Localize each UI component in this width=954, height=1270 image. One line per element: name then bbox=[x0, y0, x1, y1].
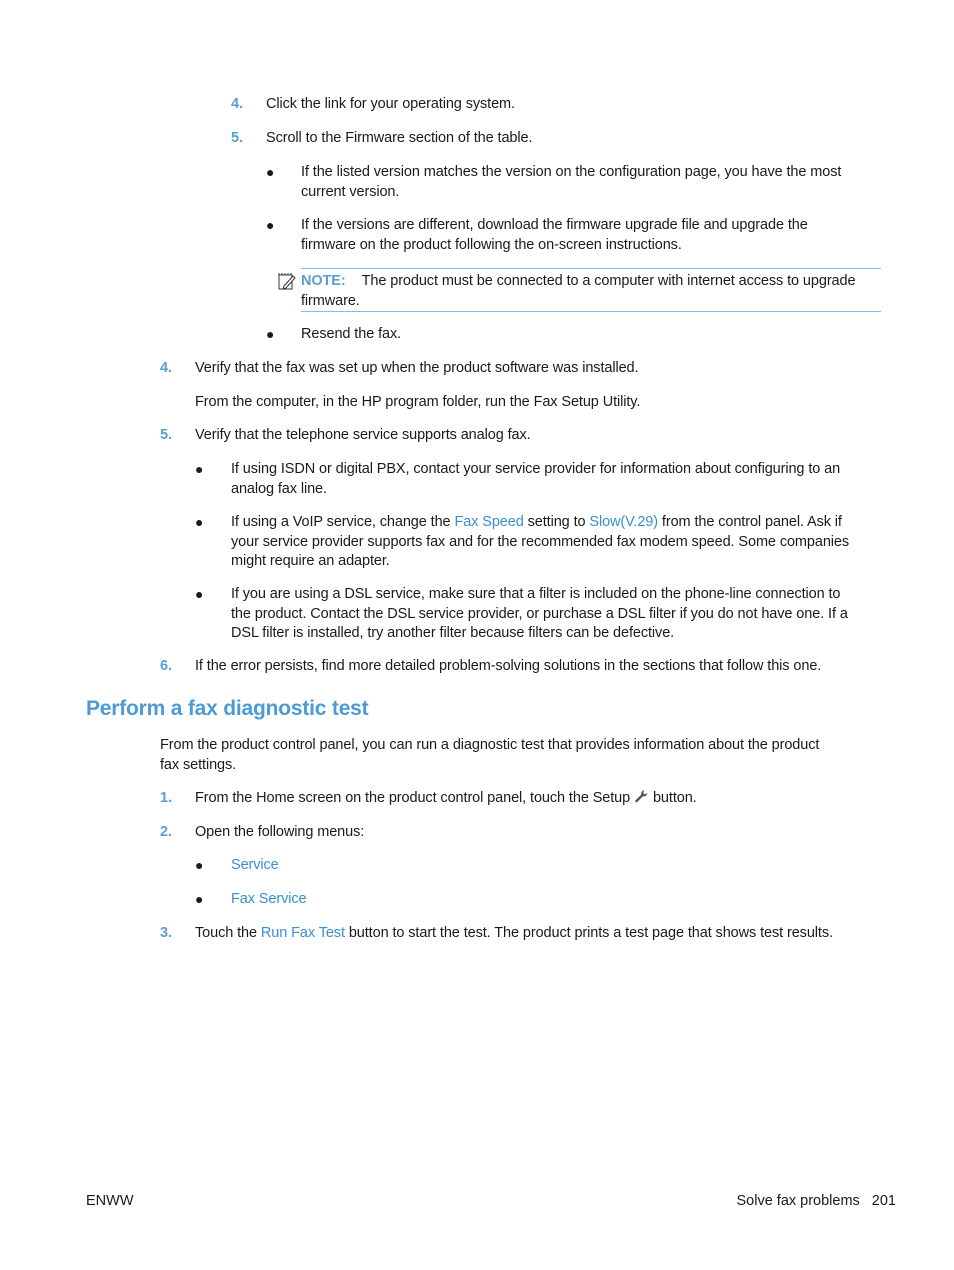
sub-step-text: Scroll to the Firmware section of the table. bbox=[266, 130, 533, 146]
step-text: Verify that the fax was set up when the product software was installed. bbox=[195, 360, 639, 376]
bullet-icon: ● bbox=[195, 461, 204, 477]
bullet-icon: ● bbox=[195, 891, 204, 907]
step-number: 6. bbox=[160, 658, 173, 674]
bullet-icon: ● bbox=[195, 586, 204, 602]
footer-section-title: Solve fax problems bbox=[736, 1193, 860, 1209]
step-text: If the error persists, find more detailed problem-solving solutions in the sections that follow this one. bbox=[195, 658, 822, 674]
bullet-text: If using a VoIP service, change the Fax Speed setting to Slow(V.29) from the control panel. Ask if your service provider supports fax and for the recommended fax modem speed. Some companies might require an adapter. bbox=[231, 514, 850, 569]
section-heading: Perform a fax diagnostic test bbox=[86, 697, 369, 720]
note-top-rule bbox=[301, 268, 881, 269]
bullet-text: If you are using a DSL service, make sure that a filter is included on the phone-line connection to the product. Contact the DSL service provider, or purchase a DSL filter if you do not have one. If a DSL filter is installed, try another filter because filters can be defective. bbox=[231, 586, 848, 641]
step-text: From the Home screen on the product control panel, touch the Setup button. bbox=[195, 789, 697, 811]
sub-step-text: Click the link for your operating system. bbox=[266, 96, 515, 112]
step-number: 3. bbox=[160, 925, 173, 941]
note-text: NOTE: The product must be connected to a computer with internet access to upgrade firmware. bbox=[301, 273, 856, 309]
step-number: 4. bbox=[160, 360, 173, 376]
bullet-icon: ● bbox=[266, 164, 275, 180]
step-text: Verify that the telephone service supports analog fax. bbox=[195, 427, 531, 443]
bullet-text: If the listed version matches the version on the configuration page, you have the most current version. bbox=[301, 164, 842, 200]
note-bottom-rule bbox=[301, 311, 881, 312]
section-intro: From the product control panel, you can run a diagnostic test that provides information about the product fax settings. bbox=[160, 737, 820, 773]
slow-v29-link[interactable]: Slow(V.29) bbox=[589, 514, 658, 530]
wrench-icon bbox=[634, 789, 649, 811]
menu-service-link[interactable]: Service bbox=[231, 857, 279, 873]
bullet-icon: ● bbox=[266, 326, 275, 342]
step-text: Open the following menus: bbox=[195, 824, 365, 840]
note-label: NOTE: bbox=[301, 273, 346, 289]
step-detail: From the computer, in the HP program folder, run the Fax Setup Utility. bbox=[195, 394, 641, 410]
fax-speed-link[interactable]: Fax Speed bbox=[454, 514, 524, 530]
menu-fax-service-link[interactable]: Fax Service bbox=[231, 891, 307, 907]
sub-step-number: 5. bbox=[231, 130, 244, 146]
sub-step-number: 4. bbox=[231, 96, 244, 112]
step-number: 5. bbox=[160, 427, 173, 443]
bullet-icon: ● bbox=[195, 514, 204, 530]
step-number: 1. bbox=[160, 790, 173, 806]
footer-right bbox=[736, 1192, 896, 1211]
page-number: 201 bbox=[871, 1193, 896, 1209]
step-text: Touch the Run Fax Test button to start the test. The product prints a test page that shows test results. bbox=[195, 925, 833, 941]
bullet-text: If using ISDN or digital PBX, contact your service provider for information about configuring to an analog fax line. bbox=[231, 461, 841, 497]
bullet-text: If the versions are different, download the firmware upgrade file and upgrade the firmware on the product following the on-screen instructions. bbox=[301, 217, 808, 253]
footer-left: ENWW bbox=[86, 1193, 134, 1209]
step-number: 2. bbox=[160, 824, 173, 840]
note-icon bbox=[277, 272, 296, 291]
bullet-icon: ● bbox=[195, 857, 204, 873]
bullet-text: Resend the fax. bbox=[301, 326, 402, 342]
bullet-icon: ● bbox=[266, 217, 275, 233]
run-fax-test-link[interactable]: Run Fax Test bbox=[260, 925, 345, 941]
